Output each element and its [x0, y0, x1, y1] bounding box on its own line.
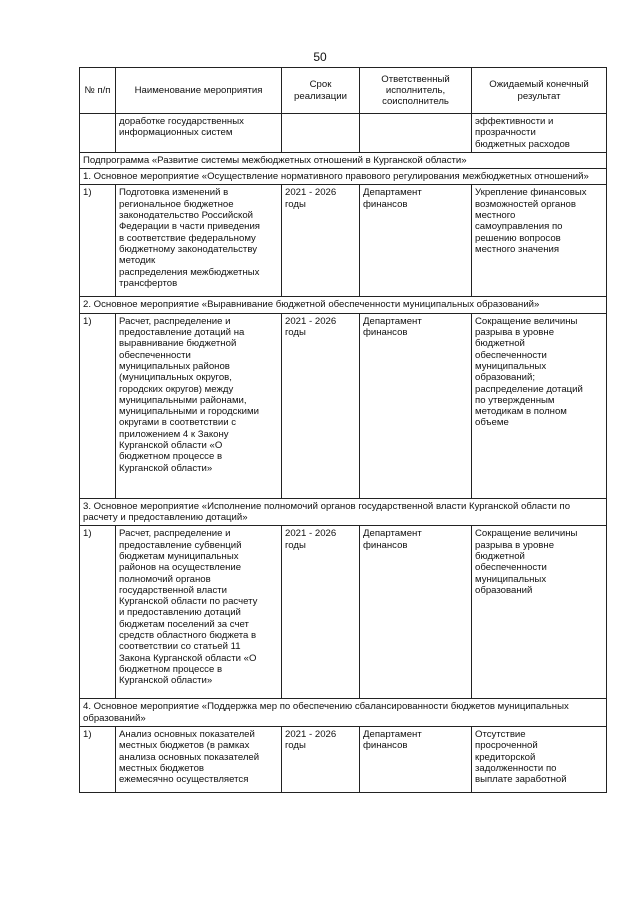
section-title: 2. Основное мероприятие «Выравнивание бюджетной обеспеченности муниципальных образований» — [80, 297, 607, 313]
table-row — [80, 313, 607, 498]
page-number: 50 — [313, 50, 327, 64]
row-term: 2021 - 2026 годы — [282, 726, 360, 792]
row-name: Подготовка изменений в региональное бюджетное законодательство Российской Федерации в части приведения в соответствие федеральному бюджетному законодательству методик распределения межбюджетных трансфертов — [116, 185, 282, 297]
table-row — [80, 526, 607, 699]
row-responsible: Департамент финансов — [360, 185, 472, 297]
row-number: 1) — [80, 726, 116, 792]
row-number: 1) — [80, 313, 116, 498]
header-number: № п/п — [80, 68, 116, 114]
row-result: Укрепление финансовых возможностей органов местного самоуправления по решению вопросов местного значения — [472, 185, 607, 297]
row-responsible: Департамент финансов — [360, 726, 472, 792]
row-term: 2021 - 2026 годы — [282, 313, 360, 498]
table-row — [80, 726, 607, 792]
row-name: Расчет, распределение и предоставление дотаций на выравнивание бюджетной обеспеченности муниципальных районов (муниципальных округов, городских округов) между муниципальными районами, муниципальными и городскими округами в соответствии с приложением 4 к Закону Курганской области «О бюджетном процессе в Курганской области» — [116, 313, 282, 498]
row-number: 1) — [80, 185, 116, 297]
table-row — [80, 185, 607, 297]
header-responsible: Ответственный исполнитель, соисполнитель — [360, 68, 472, 114]
row-result: Сокращение величины разрыва в уровне бюджетной обеспеченности муниципальных образований — [472, 526, 607, 699]
subprogram-row — [80, 152, 607, 168]
row-number — [80, 114, 116, 153]
header-term: Срок реализации — [282, 68, 360, 114]
row-result: Сокращение величины разрыва в уровне бюджетной обеспеченности муниципальных образований; распределение дотаций по утвержденным методикам в полном объеме — [472, 313, 607, 498]
header-result: Ожидаемый конечный результат — [472, 68, 607, 114]
row-term — [282, 114, 360, 153]
row-name: Анализ основных показателей местных бюджетов (в рамках анализа основных показателей местных бюджетов ежемесячно осуществляется — [116, 726, 282, 792]
section-title-row — [80, 699, 607, 727]
section-title-row — [80, 297, 607, 313]
header-name: Наименование мероприятия — [116, 68, 282, 114]
row-responsible — [360, 114, 472, 153]
section-title-row — [80, 498, 607, 526]
row-responsible: Департамент финансов — [360, 526, 472, 699]
row-responsible: Департамент финансов — [360, 313, 472, 498]
row-result: Отсутствие просроченной кредиторской задолженности по выплате заработной — [472, 726, 607, 792]
section-title-row — [80, 169, 607, 185]
table-header-row — [80, 68, 607, 114]
section-title: 1. Основное мероприятие «Осуществление нормативного правового регулирования межбюджетных отношений» — [80, 169, 607, 185]
row-number: 1) — [80, 526, 116, 699]
measures-table — [79, 67, 607, 793]
row-name: доработке государственных информационных систем — [116, 114, 282, 153]
section-title: 3. Основное мероприятие «Исполнение полномочий органов государственной власти Курганской области по расчету и предоставлению дотаций» — [80, 498, 607, 526]
row-result: эффективности и прозрачности бюджетных расходов — [472, 114, 607, 153]
row-term: 2021 - 2026 годы — [282, 185, 360, 297]
row-name: Расчет, распределение и предоставление субвенций бюджетам муниципальных районов на осуществление полномочий органов государственной власти Курганской области по расчету и предоставлению дотаций бюджетам поселений за счет средств областного бюджета в соответствии со статьей 11 Закона Курганской области «О бюджетном процессе в Курганской области» — [116, 526, 282, 699]
section-title: 4. Основное мероприятие «Поддержка мер по обеспечению сбалансированности бюджетов муниципальных образований» — [80, 699, 607, 727]
table-row — [80, 114, 607, 153]
row-term: 2021 - 2026 годы — [282, 526, 360, 699]
subprogram-title: Подпрограмма «Развитие системы межбюджетных отношений в Курганской области» — [80, 152, 607, 168]
